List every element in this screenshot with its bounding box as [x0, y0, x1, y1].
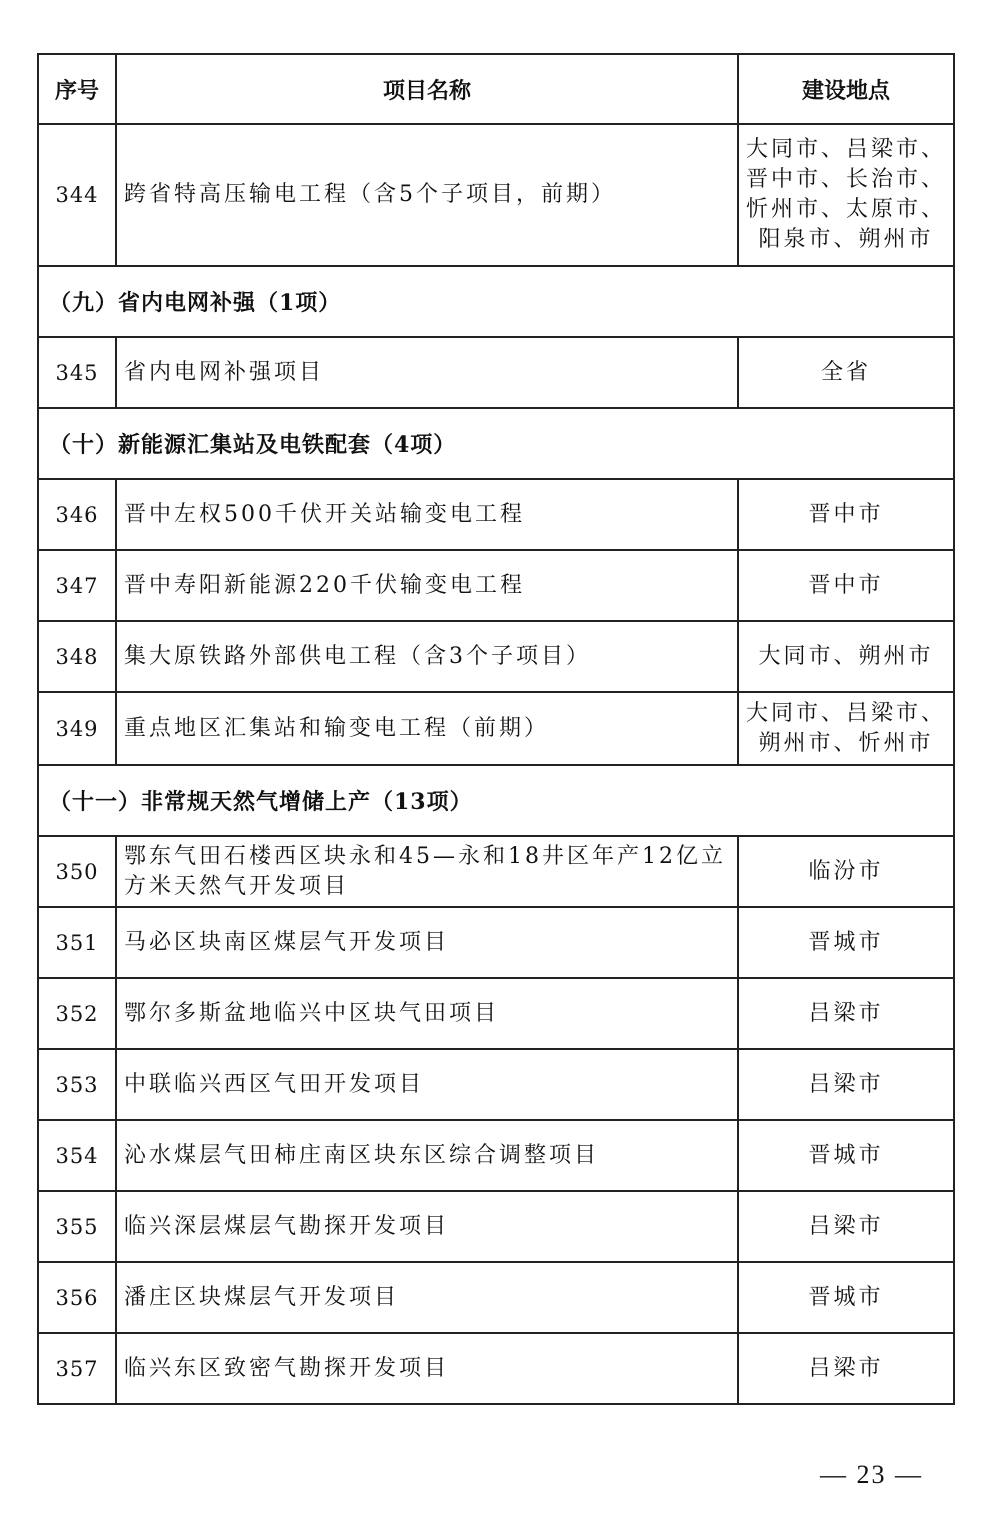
- row-number: 354: [38, 1120, 116, 1191]
- location: 晋城市: [738, 1262, 954, 1333]
- row-number: 348: [38, 621, 116, 692]
- row-number: 355: [38, 1191, 116, 1262]
- section-title: （十）新能源汇集站及电铁配套（4项）: [38, 408, 954, 479]
- project-name: 沁水煤层气田柿庄南区块东区综合调整项目: [116, 1120, 738, 1191]
- project-name: 晋中寿阳新能源220千伏输变电工程: [116, 550, 738, 621]
- header-project-name: 项目名称: [116, 54, 738, 124]
- project-name: 中联临兴西区气田开发项目: [116, 1049, 738, 1120]
- table-row: [38, 1120, 954, 1191]
- table-row: [38, 1333, 954, 1404]
- table-header-row: [38, 54, 954, 124]
- project-name: 马必区块南区煤层气开发项目: [116, 907, 738, 978]
- project-name: 集大原铁路外部供电工程（含3个子项目）: [116, 621, 738, 692]
- row-number: 347: [38, 550, 116, 621]
- location: 大同市、吕梁市、朔州市、忻州市: [738, 692, 954, 765]
- section-header-row: [38, 408, 954, 479]
- project-name: 临兴深层煤层气勘探开发项目: [116, 1191, 738, 1262]
- project-name: 鄂东气田石楼西区块永和45—永和18井区年产12亿立方米天然气开发项目: [116, 836, 738, 907]
- project-table: [37, 53, 955, 1405]
- table-row: [38, 1049, 954, 1120]
- table-row: [38, 479, 954, 550]
- table-row: [38, 1262, 954, 1333]
- location: 临汾市: [738, 836, 954, 907]
- table-row: [38, 621, 954, 692]
- row-number: 351: [38, 907, 116, 978]
- project-name: 鄂尔多斯盆地临兴中区块气田项目: [116, 978, 738, 1049]
- project-name: 省内电网补强项目: [116, 337, 738, 408]
- table-row: [38, 692, 954, 765]
- row-number: 344: [38, 124, 116, 266]
- location: 吕梁市: [738, 978, 954, 1049]
- row-number: 346: [38, 479, 116, 550]
- location: 晋中市: [738, 550, 954, 621]
- row-number: 357: [38, 1333, 116, 1404]
- section-title: （九）省内电网补强（1项）: [38, 266, 954, 337]
- location: 晋城市: [738, 907, 954, 978]
- location: 大同市、朔州市: [738, 621, 954, 692]
- section-header-row: [38, 765, 954, 836]
- location: 晋城市: [738, 1120, 954, 1191]
- header-location: 建设地点: [738, 54, 954, 124]
- location: 吕梁市: [738, 1191, 954, 1262]
- row-number: 349: [38, 692, 116, 765]
- project-name: 跨省特高压输电工程（含5个子项目，前期）: [116, 124, 738, 266]
- table-row: [38, 337, 954, 408]
- row-number: 353: [38, 1049, 116, 1120]
- table-row: [38, 550, 954, 621]
- location: 全省: [738, 337, 954, 408]
- table-row: [38, 1191, 954, 1262]
- table-row: [38, 907, 954, 978]
- section-header-row: [38, 266, 954, 337]
- table-row: [38, 836, 954, 907]
- page-number: — 23 —: [820, 1460, 923, 1489]
- section-title: （十一）非常规天然气增储上产（13项）: [38, 765, 954, 836]
- location: 大同市、吕梁市、晋中市、长治市、忻州市、太原市、阳泉市、朔州市: [738, 124, 954, 266]
- location: 吕梁市: [738, 1049, 954, 1120]
- header-number: 序号: [38, 54, 116, 124]
- project-name: 重点地区汇集站和输变电工程（前期）: [116, 692, 738, 765]
- row-number: 345: [38, 337, 116, 408]
- location: 晋中市: [738, 479, 954, 550]
- table-row: [38, 124, 954, 266]
- project-name: 潘庄区块煤层气开发项目: [116, 1262, 738, 1333]
- location: 吕梁市: [738, 1333, 954, 1404]
- project-name: 临兴东区致密气勘探开发项目: [116, 1333, 738, 1404]
- row-number: 352: [38, 978, 116, 1049]
- table-row: [38, 978, 954, 1049]
- row-number: 356: [38, 1262, 116, 1333]
- row-number: 350: [38, 836, 116, 907]
- project-name: 晋中左权500千伏开关站输变电工程: [116, 479, 738, 550]
